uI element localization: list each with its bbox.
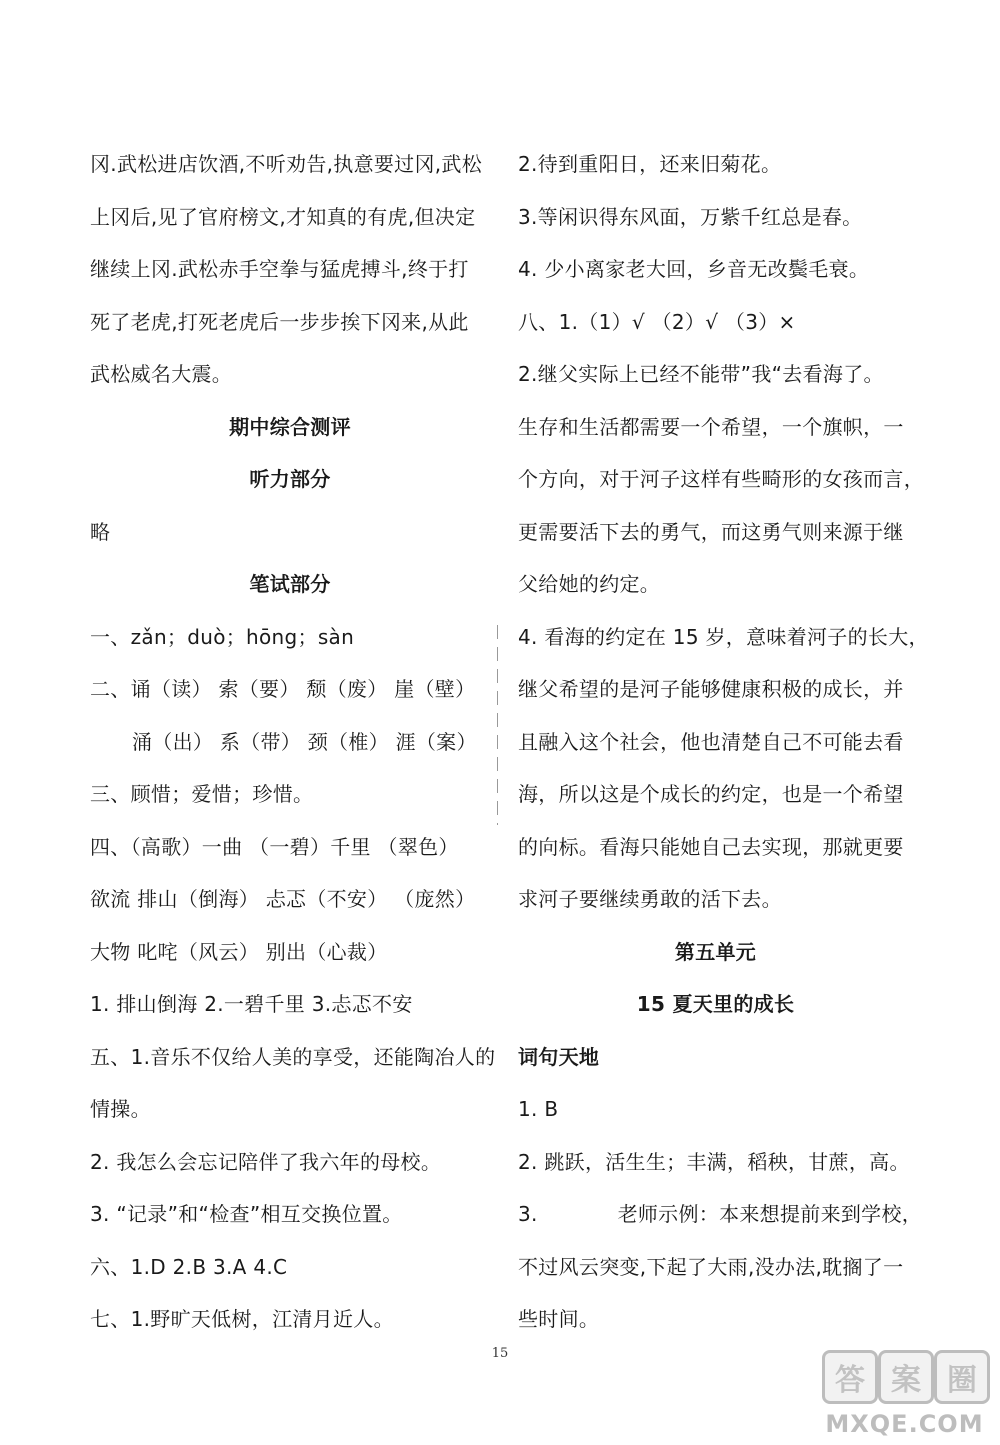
story-line: 上冈后,见了官府榜文,才知真的有虎,但决定: [90, 204, 476, 229]
subsection-heading: 词句天地: [518, 1044, 600, 1069]
page-number: 15: [491, 1346, 509, 1361]
answer-line: 二、诵（读） 索（要） 颓（废） 崖（壁）: [90, 677, 476, 701]
watermark-char: 圈: [934, 1350, 990, 1404]
watermark-char: 答: [822, 1350, 878, 1404]
story-line: 继续上冈.武松赤手空拳与猛虎搏斗,终于打: [90, 257, 469, 281]
answer-line: 3. 老师示例：本来想提前来到学校，: [518, 1202, 923, 1226]
answer-line: 1. B: [518, 1097, 559, 1121]
answer-line: 欲流 排山（倒海） 忐忑（不安） （庞然）: [90, 887, 476, 911]
left-column: [90, 138, 496, 1346]
answer-line: 2.待到重阳日，还来旧菊花。: [518, 152, 782, 176]
story-line: 死了老虎,打死老虎后一步步挨下冈来,从此: [90, 309, 469, 334]
answer-line: 求河子要继续勇敢的活下去。: [518, 887, 782, 911]
section-heading-listening: 听力部分: [249, 467, 331, 491]
watermark-char: 案: [878, 1350, 934, 1404]
answer-line: 3.等闲识得东风面，万紫千红总是春。: [518, 204, 863, 229]
answer-line: 不过风云突变,下起了大雨,没办法,耽搁了一: [518, 1254, 904, 1279]
answer-line: 一、zǎn；duò；hōng；sàn: [90, 624, 355, 649]
answer-line: 情操。: [90, 1097, 151, 1121]
answer-line: 四、（高歌）一曲 （一碧）千里 （翠色）: [90, 834, 459, 859]
section-heading-unit-five: 第五单元: [674, 939, 757, 964]
answer-line: 4. 少小离家老大回，乡音无改鬓毛衰。: [518, 257, 870, 281]
section-heading-written: 笔试部分: [249, 572, 331, 596]
answer-line: 2.继父实际上已经不能带”我“去看海了。: [518, 362, 884, 386]
answer-line: 3. “记录”和“检查”相互交换位置。: [90, 1202, 403, 1226]
answer-line: 1. 排山倒海 2.一碧千里 3.忐忑不安: [90, 992, 413, 1016]
story-line: 武松威名大震。: [90, 362, 233, 386]
answer-line: 些时间。: [518, 1307, 600, 1331]
answer-line: 且融入这个社会，他也清楚自己不可能去看: [518, 729, 904, 754]
answer-line: 七、1.野旷天低树，江清月近人。: [90, 1307, 394, 1331]
story-line: 冈.武松进店饮酒,不听劝告,执意要过冈,武松: [90, 152, 483, 176]
column-divider: [497, 625, 498, 825]
answer-line: 三、顾惜；爱惜；珍惜。: [90, 782, 314, 806]
answer-line: 2. 我怎么会忘记陪伴了我六年的母校。: [90, 1149, 442, 1174]
watermark-logo: [822, 1350, 987, 1440]
answer-line: 略: [90, 519, 111, 544]
answer-line: 六、1.D 2.B 3.A 4.C: [90, 1254, 288, 1279]
answer-line: 大物 叱咤（风云） 别出（心裁）: [90, 939, 388, 964]
answer-line: 更需要活下去的勇气，而这勇气则来源于继: [518, 519, 904, 544]
answer-line: 八、1.（1）√ （2）√ （3）×: [518, 309, 796, 334]
answer-line: 4. 看海的约定在 15 岁，意味着河子的长大，: [518, 624, 929, 649]
answer-line: 2. 跳跃，活生生；丰满，稻秧，甘蔗，高。: [518, 1149, 910, 1174]
lesson-title: 15 夏天里的成长: [636, 992, 795, 1016]
answer-line: 继父希望的是河子能够健康积极的成长，并: [518, 677, 904, 701]
answer-line: 海，所以这是个成长的约定，也是一个希望: [518, 782, 904, 806]
right-column: [518, 138, 929, 1346]
watermark-url: MXQE.COM: [825, 1410, 984, 1438]
answer-line: 涌（出） 系（带） 颈（椎） 涯（案）: [132, 729, 477, 754]
answer-line: 的向标。看海只能她自己去实现，那就更要: [518, 834, 904, 859]
section-heading-midterm: 期中综合测评: [229, 414, 351, 439]
answer-line: 个方向，对于河子这样有些畸形的女孩而言，: [518, 467, 924, 491]
answer-line: 生存和生活都需要一个希望，一个旗帜，一: [518, 414, 904, 439]
answer-line: 父给她的约定。: [518, 572, 661, 596]
answer-line: 五、1.音乐不仅给人美的享受，还能陶冶人的: [90, 1044, 496, 1069]
